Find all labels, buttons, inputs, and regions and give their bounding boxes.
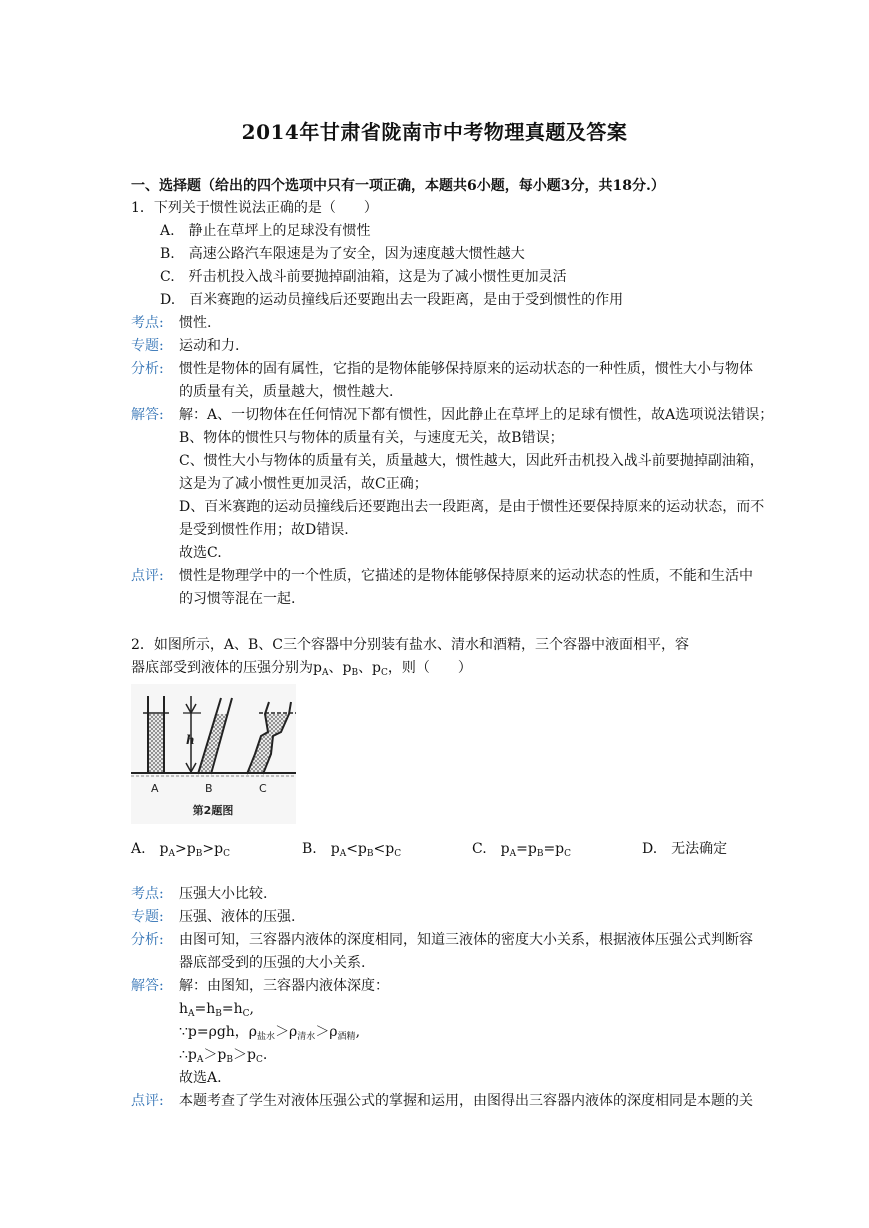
q2-option-c-sub-2: B — [536, 849, 544, 859]
q1-option-a: A. 静止在草坪上的足球没有惯性 — [160, 223, 371, 239]
q2-option-a — [131, 840, 230, 858]
q2-eq-2-end: , — [355, 1024, 361, 1040]
q2-eq-3-c: ＞p — [232, 1047, 256, 1063]
q2-stem-sep-2: 、p — [358, 660, 382, 676]
q2-eq-2-sub-c: 酒精 — [337, 1032, 356, 1042]
q2-eq-1 — [179, 1000, 254, 1018]
q2-option-a-sub-1: A — [168, 849, 176, 859]
q2-stem-line-2 — [131, 659, 472, 677]
label-a: A — [151, 782, 159, 795]
q2-option-b — [302, 840, 401, 858]
q2-eq-1-sub-c: C — [242, 1009, 250, 1019]
container-diagram — [131, 684, 296, 824]
q2-eq-3 — [179, 1046, 267, 1064]
q1-jieda-line-5: D、百米赛跑的运动员撞线后还要跑出去一段距离，是由于惯性还要保持原来的运动状态，而不 — [179, 499, 765, 515]
q2-eq-3-a: ∴p — [179, 1047, 197, 1063]
q2-eq-2-b: ＞ρ — [275, 1024, 298, 1040]
label-b: B — [205, 782, 213, 795]
q2-option-b-op-2: <p — [373, 841, 395, 857]
q1-stem: 1．下列关于惯性说法正确的是（ ） — [131, 200, 378, 216]
q2-option-a-sub-2: B — [195, 849, 203, 859]
q1-jieda-label: 解答: — [131, 407, 164, 423]
q2-eq-2-sub-b: 清水 — [297, 1032, 316, 1042]
q2-option-b-sub-3: C — [394, 849, 402, 859]
q1-fenxi-label: 分析: — [131, 361, 164, 377]
q2-eq-2 — [179, 1023, 360, 1041]
q1-dianping-line-1: 惯性是物理学中的一个性质，它描述的是物体能够保持原来的运动状态的性质，不能和生活中 — [179, 568, 753, 584]
q2-figure — [131, 684, 296, 824]
q2-option-a-prefix: A. p — [131, 841, 169, 857]
q2-zhuanti-text: 压强、液体的压强. — [179, 909, 296, 925]
q2-eq-1-c: =h — [221, 1001, 243, 1017]
q2-eq-3-sub-c: C — [255, 1055, 263, 1065]
page-title: 2014年甘肃省陇南市中考物理真题及答案 — [241, 120, 628, 144]
section-heading: 一、选择题（给出的四个选项中只有一项正确，本题共6小题，每小题3分，共18分.） — [131, 178, 665, 194]
q1-jieda-line-7: 故选C. — [179, 545, 222, 561]
q2-eq-2-a: ∵p=ρgh，ρ — [179, 1024, 258, 1040]
q2-eq-3-end: . — [262, 1047, 268, 1063]
q1-option-d: D. 百米赛跑的运动员撞线后还要跑出去一段距离，是由于受到惯性的作用 — [160, 292, 624, 308]
q1-fenxi-line-2: 的质量有关，质量越大，惯性越大. — [179, 384, 394, 400]
q2-option-c-op-1: =p — [516, 841, 537, 857]
q2-option-c-prefix: C. p — [472, 841, 510, 857]
q1-kaodian-text: 惯性. — [179, 315, 212, 331]
q2-stem-sep-1: 、p — [328, 660, 352, 676]
q2-eq-1-b: =h — [194, 1001, 216, 1017]
q1-option-b: B. 高速公路汽车限速是为了安全，因为速度越大惯性越大 — [160, 246, 525, 262]
q2-option-c-sub-1: A — [509, 849, 517, 859]
q2-eq-3-sub-a: A — [196, 1055, 204, 1065]
q1-zhuanti-text: 运动和力. — [179, 338, 240, 354]
h-label: h — [186, 733, 195, 747]
q2-option-a-sub-3: C — [223, 849, 230, 859]
q2-kaodian-text: 压强大小比较. — [179, 886, 268, 902]
q1-jieda-line-1: 解：A、一切物体在任何情况下都有惯性，因此静止在草坪上的足球有惯性，故A选项说法错误； — [179, 407, 774, 423]
q1-jieda-line-4: 这是为了减小惯性更加灵活，故C正确； — [179, 476, 428, 492]
q2-stem-line-1: 2．如图所示，A、B、C三个容器中分别装有盐水、清水和酒精，三个容器中液面相平，容 — [131, 637, 690, 653]
q2-stem-sub-c: C — [381, 668, 388, 678]
q2-option-b-op-1: <p — [346, 841, 367, 857]
q2-option-b-sub-1: A — [339, 849, 347, 859]
q2-eq-2-sub-a: 盐水 — [257, 1032, 276, 1042]
q2-option-d: D. 无法确定 — [642, 841, 728, 857]
q2-stem-sub-b: B — [351, 668, 359, 678]
q2-option-b-sub-2: B — [366, 849, 374, 859]
q2-fenxi-label: 分析: — [131, 932, 164, 948]
q2-eq-1-sub-b: B — [215, 1009, 222, 1019]
q2-jieda-label: 解答: — [131, 978, 164, 994]
q2-stem-sub-a: A — [321, 668, 329, 678]
q2-kaodian-label: 考点: — [131, 886, 164, 902]
q2-stem-text: 器底部受到液体的压强分别为p — [131, 660, 322, 676]
q1-option-c: C. 歼击机投入战斗前要抛掉副油箱，这是为了减小惯性更加灵活 — [160, 269, 567, 285]
q2-option-c — [472, 840, 571, 858]
q2-eq-1-a: h — [179, 1001, 189, 1017]
q2-option-c-op-2: =p — [543, 841, 565, 857]
q1-dianping-line-2: 的习惯等混在一起. — [179, 591, 296, 607]
q1-jieda-line-6: 是受到惯性作用；故D错误. — [179, 522, 349, 538]
figure-caption: 第2题图 — [192, 804, 234, 817]
q2-dianping-label: 点评: — [131, 1093, 164, 1109]
q1-kaodian-label: 考点: — [131, 315, 164, 331]
q2-eq-2-c: ＞ρ — [315, 1024, 338, 1040]
q2-zhuanti-label: 专题: — [131, 909, 164, 925]
q2-eq-1-end: , — [249, 1001, 254, 1017]
q2-jieda-end: 故选A. — [179, 1070, 222, 1086]
q2-option-a-op-2: >p — [202, 841, 224, 857]
q2-fenxi-line-2: 器底部受到的压强的大小关系. — [179, 955, 366, 971]
q2-eq-3-b: ＞p — [203, 1047, 227, 1063]
q2-eq-3-sub-b: B — [226, 1055, 233, 1065]
q2-dianping-text: 本题考查了学生对液体压强公式的掌握和运用，由图得出三容器内液体的深度相同是本题的关 — [179, 1093, 753, 1109]
q2-jieda-intro: 解：由图知，三容器内液体深度： — [179, 978, 389, 994]
q2-option-c-sub-3: C — [564, 849, 572, 859]
q1-dianping-label: 点评: — [131, 568, 164, 584]
q1-zhuanti-label: 专题: — [131, 338, 164, 354]
label-c: C — [259, 782, 267, 795]
q2-option-b-prefix: B. p — [302, 841, 340, 857]
q2-option-a-op-1: >p — [175, 841, 196, 857]
q1-jieda-line-2: B、物体的惯性只与物体的质量有关，与速度无关，故B错误； — [179, 430, 564, 446]
q2-fenxi-line-1: 由图可知，三容器内液体的深度相同，知道三液体的密度大小关系，根据液体压强公式判断容 — [179, 932, 753, 948]
q1-fenxi-line-1: 惯性是物体的固有属性，它指的是物体能够保持原来的运动状态的一种性质，惯性大小与物体 — [179, 361, 753, 377]
q2-stem-end: ，则（ ） — [387, 660, 472, 676]
q2-eq-1-sub-a: A — [188, 1009, 195, 1019]
q1-jieda-line-3: C、惯性大小与物体的质量有关，质量越大，惯性越大，因此歼击机投入战斗前要抛掉副油箱， — [179, 453, 764, 469]
